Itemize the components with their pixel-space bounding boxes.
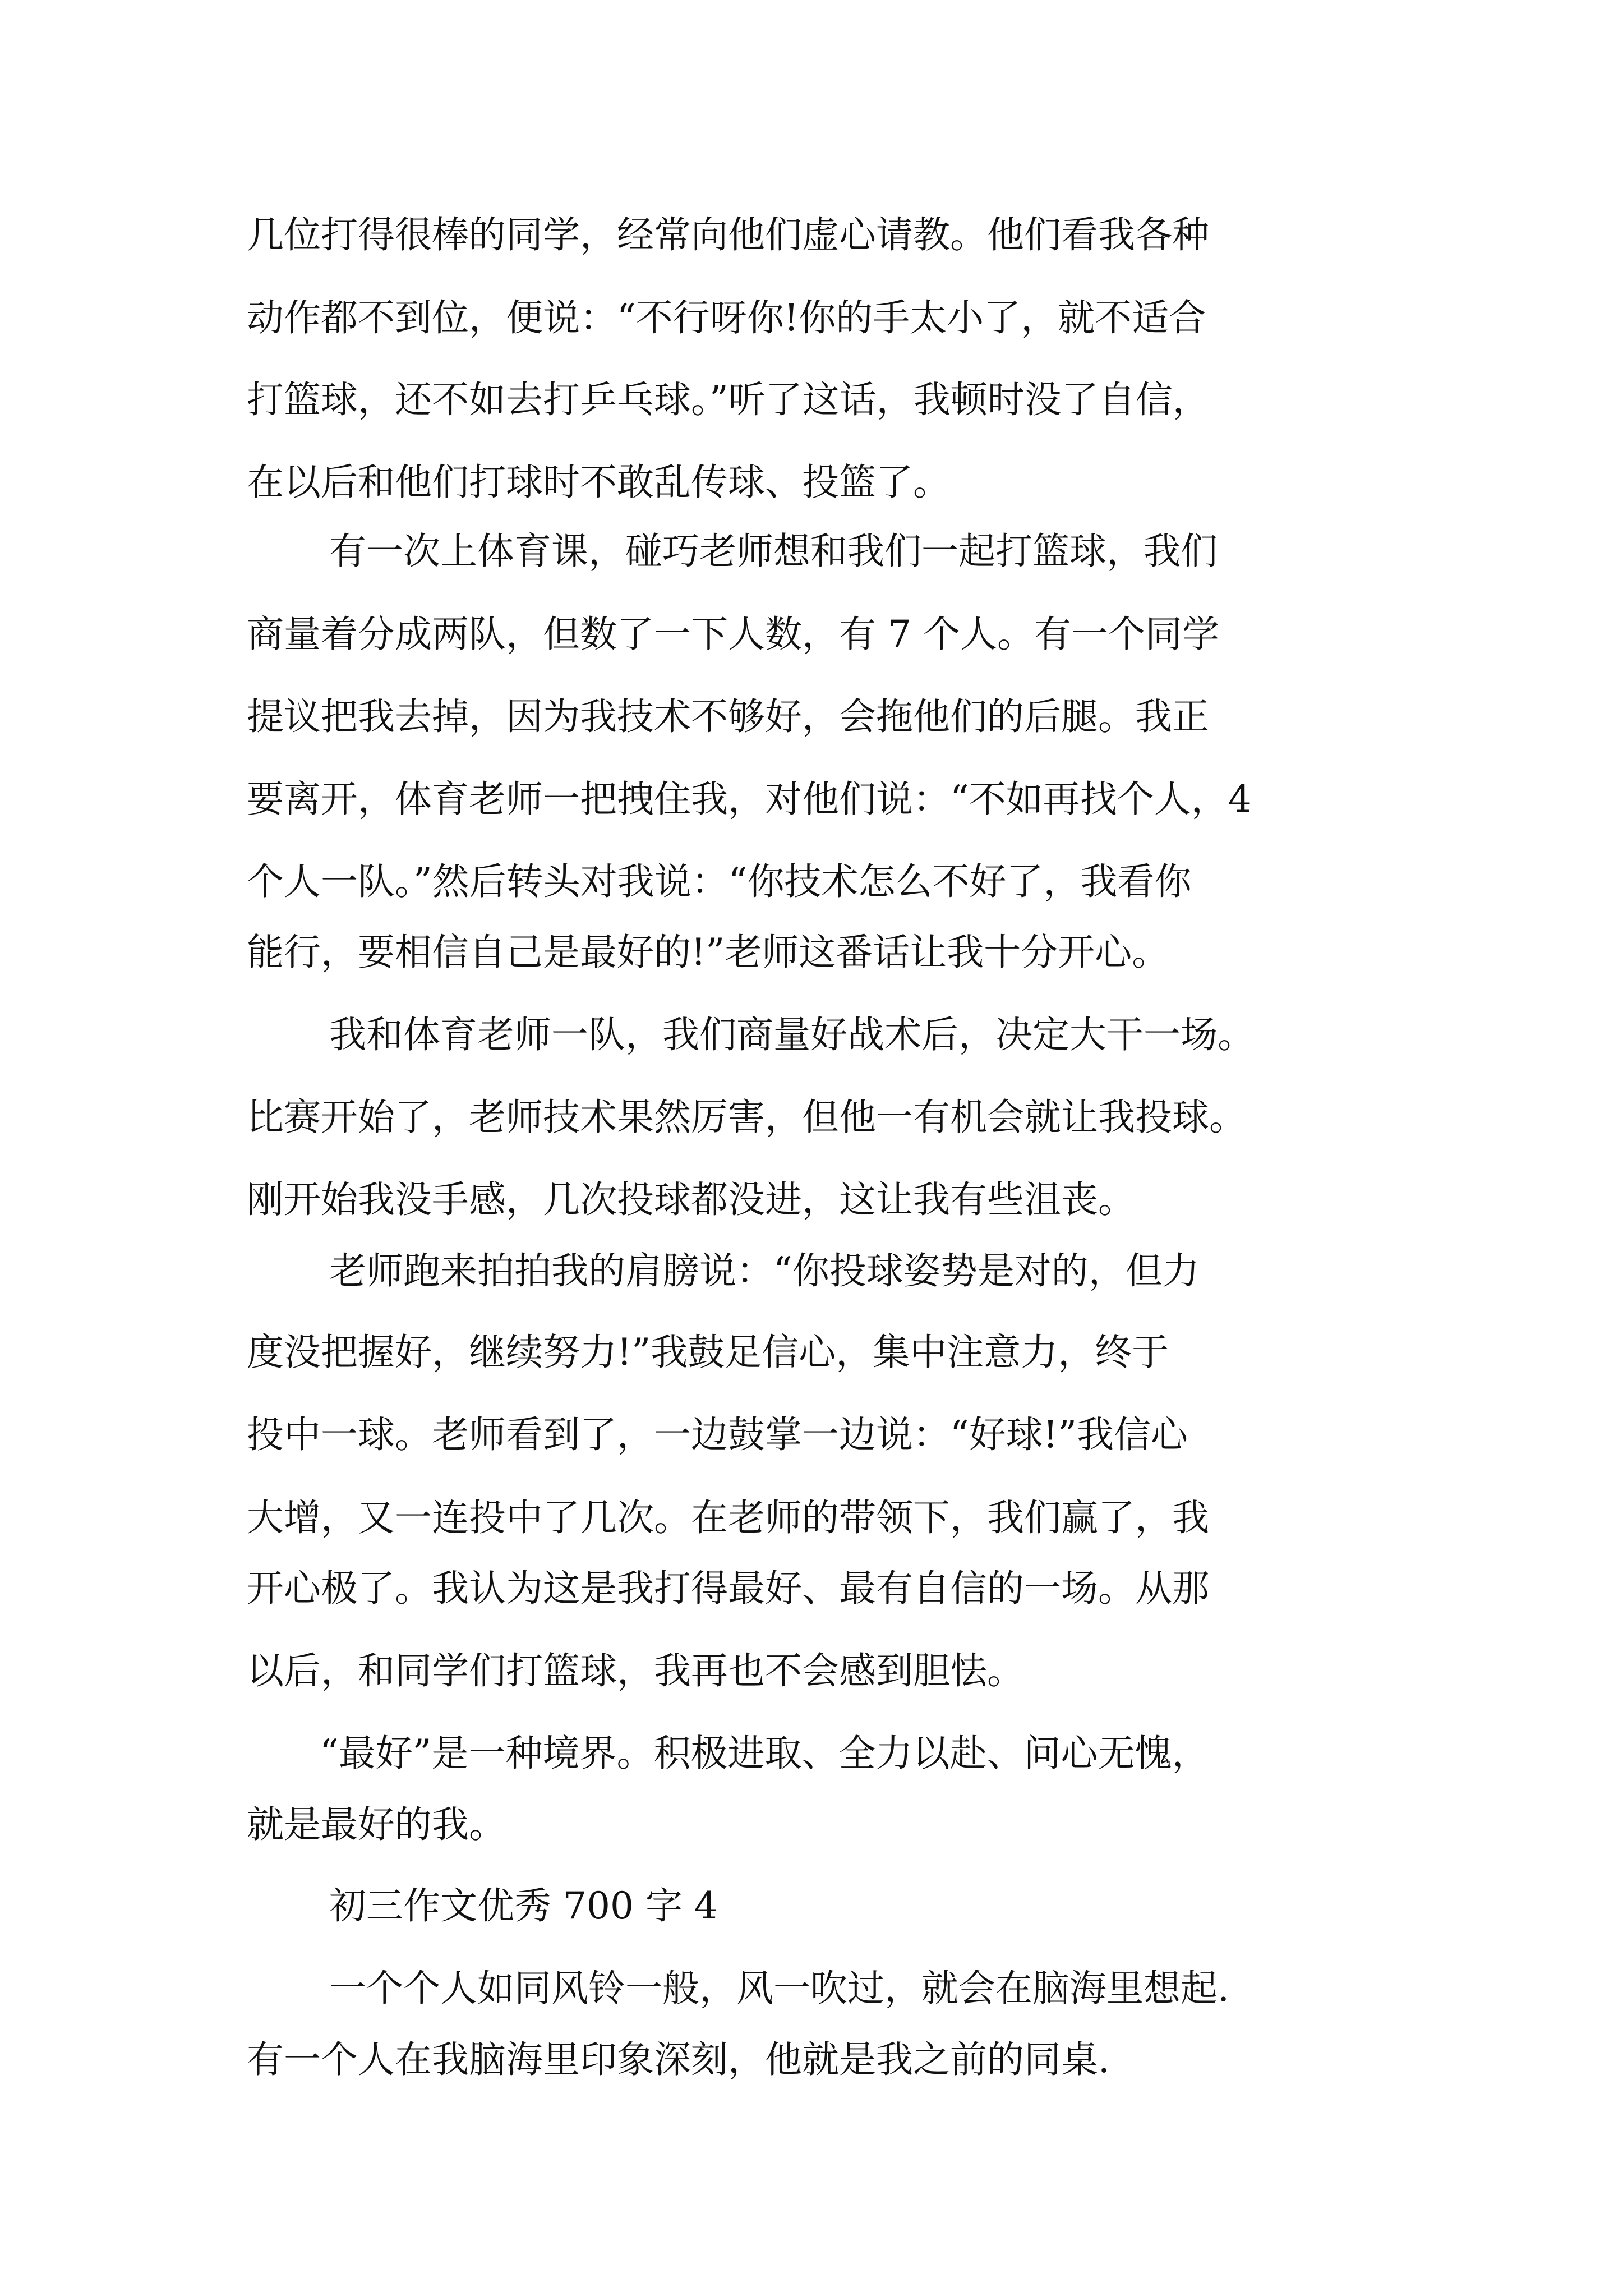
paragraph-first-line: “最好”是一种境界。积极进取、全力以赴、问心无愧， — [320, 1732, 1209, 1775]
text-line: 打篮球，还不如去打乒乓球。”听了这话，我顿时没了自信， — [247, 378, 1210, 421]
text-line: 动作都不到位，便说：“不行呀你!你的手太小了，就不适合 — [247, 296, 1206, 339]
text-line: 有一个人在我脑海里印象深刻，他就是我之前的同桌. — [247, 2038, 1110, 2081]
text-line: 刚开始我没手感，几次投球都没进，这让我有些沮丧。 — [247, 1178, 1135, 1221]
text-line: 个人一队。”然后转头对我说：“你技术怎么不好了，我看你 — [247, 860, 1192, 903]
text-line: 度没把握好，继续努力!”我鼓足信心，集中注意力，终于 — [247, 1331, 1169, 1374]
section-heading: 初三作文优秀 700 字 4 — [329, 1884, 718, 1927]
paragraph-first-line: 一个个人如同风铃一般，风一吹过，就会在脑海里想起. — [329, 1967, 1229, 2010]
text-line: 要离开，体育老师一把拽住我，对他们说：“不如再找个人，4 — [247, 777, 1252, 821]
text-line: 以后，和同学们打篮球，我再也不会感到胆怯。 — [247, 1649, 1024, 1692]
text-line: 在以后和他们打球时不敢乱传球、投篮了。 — [247, 461, 950, 504]
text-line: 比赛开始了，老师技术果然厉害，但他一有机会就让我投球。 — [247, 1096, 1246, 1139]
paragraph-first-line: 老师跑来拍拍我的肩膀说：“你投球姿势是对的，但力 — [329, 1249, 1200, 1292]
text-line: 投中一球。老师看到了，一边鼓掌一边说：“好球!”我信心 — [247, 1413, 1188, 1456]
text-line: 就是最好的我。 — [247, 1803, 506, 1846]
text-line: 大增，又一连投中了几次。在老师的带领下，我们赢了，我 — [247, 1496, 1209, 1539]
text-line: 几位打得很棒的同学，经常向他们虚心请教。他们看我各种 — [247, 213, 1209, 256]
paragraph-first-line: 我和体育老师一队，我们商量好战术后，决定大干一场。 — [329, 1013, 1255, 1056]
text-line: 能行，要相信自己是最好的!”老师这番话让我十分开心。 — [247, 931, 1169, 974]
text-line: 商量着分成两队，但数了一下人数，有 7 个人。有一个同学 — [247, 613, 1219, 656]
text-line: 开心极了。我认为这是我打得最好、最有自信的一场。从那 — [247, 1567, 1209, 1610]
text-line: 提议把我去掉，因为我技术不够好，会拖他们的后腿。我正 — [247, 695, 1209, 738]
paragraph-first-line: 有一次上体育课，碰巧老师想和我们一起打篮球，我们 — [329, 530, 1218, 573]
